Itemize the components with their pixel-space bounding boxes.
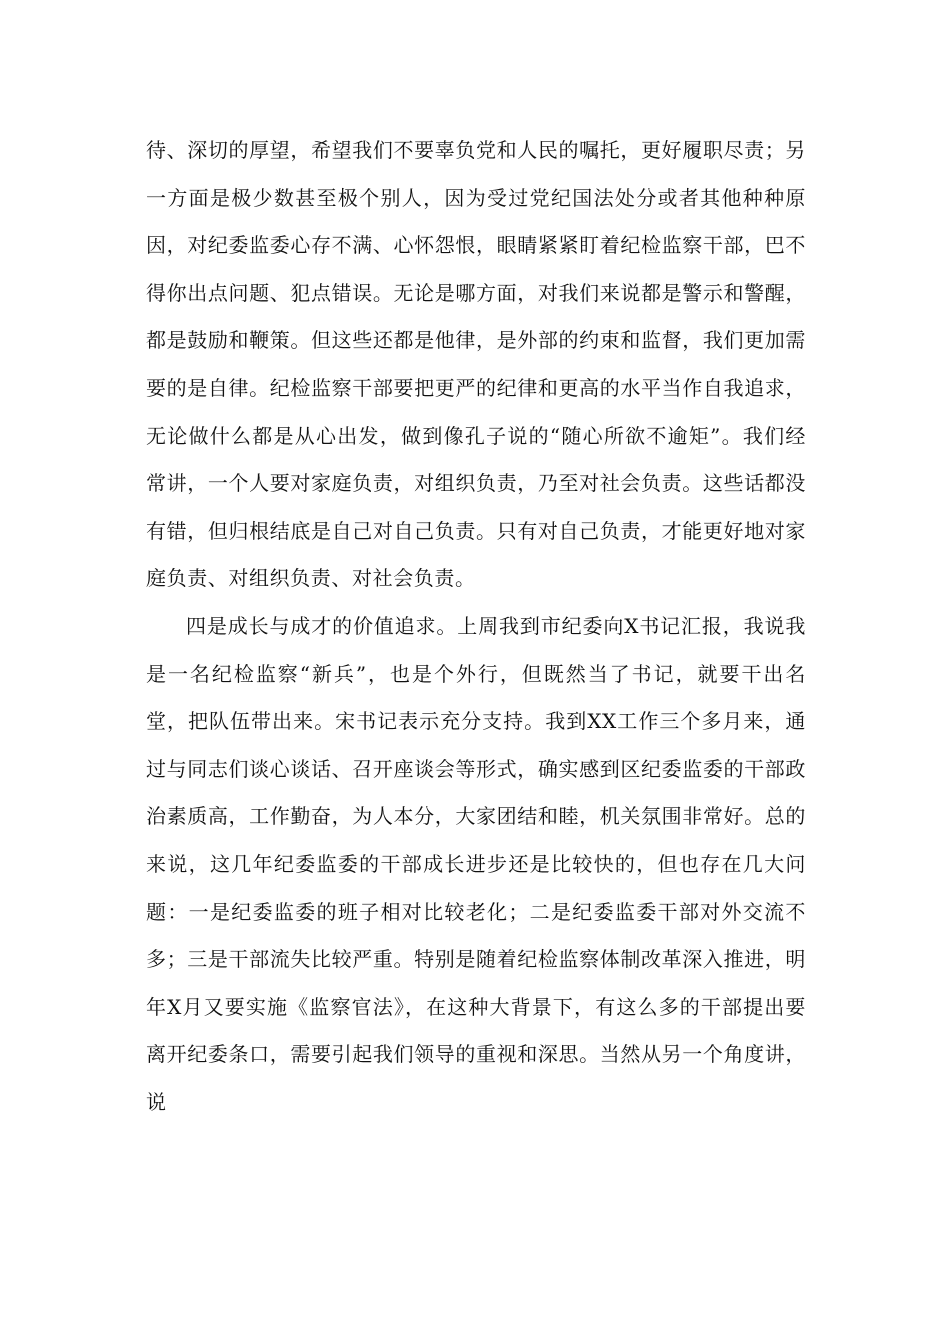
paragraph-point-four: 四是成长与成才的价值追求。上周我到市纪委向X书记汇报，我说我是一名纪检监察“新兵”，也是个外行，但既然当了书记，就要干出名堂，把队伍带出来。宋书记表示充分支持。我到XX工作三个多月来，通过与同志们谈心谈话、召开座谈会等形式，确实感到区纪委监委的干部政治素质高，工作勤奋，为人本分，大家团结和睦，机关氛围非常好。总的来说，这几年纪委监委的干部成长进步还是比较快的，但也存在几大问题：一是纪委监委的班子相对比较老化；二是纪委监委干部对外交流不多；三是干部流失比较严重。特别是随着纪检监察体制改革深入推进，明年X月又要实施《监察官法》，在这种大背景下，有这么多的干部提出要离开纪委条口，需要引起我们领导的重视和深思。当然从另一个角度讲，说 — [146, 613, 806, 1114]
paragraph-continuation: 待、深切的厚望，希望我们不要辜负党和人民的嘱托，更好履职尽责；另一方面是极少数甚至极个别人，因为受过党纪国法处分或者其他种种原因，对纪委监委心存不满、心怀怨恨，眼睛紧紧盯着纪检监察干部，巴不得你出点问题、犯点错误。无论是哪方面，对我们来说都是警示和警醒，都是鼓励和鞭策。但这些还都是他律，是外部的约束和监督，我们更加需要的是自律。纪检监察干部要把更严的纪律和更高的水平当作自我追求，无论做什么都是从心出发，做到像孔子说的“随心所欲不逾矩”。我们经常讲，一个人要对家庭负责，对组织负责，乃至对社会负责。这些话都没有错，但归根结底是自己对自己负责。只有对自己负责，才能更好地对家庭负责、对组织负责、对社会负责。 — [146, 138, 806, 591]
document-body — [146, 127, 806, 1126]
